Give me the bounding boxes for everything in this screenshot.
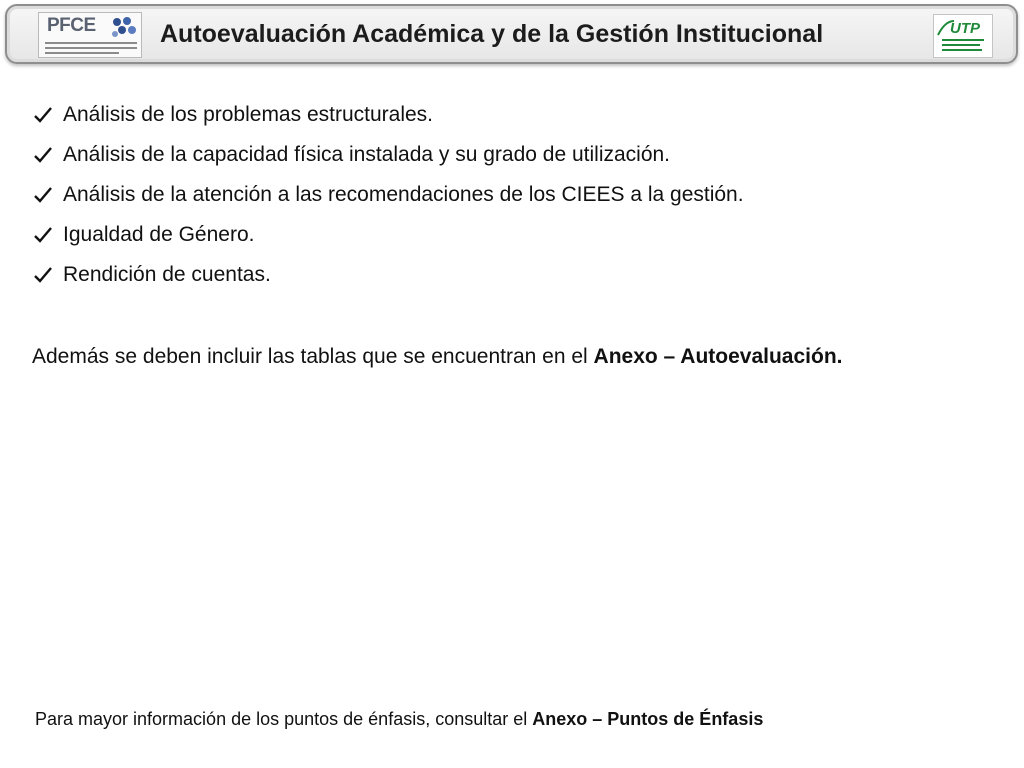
list-item-text: Análisis de los problemas estructurales.	[63, 103, 434, 126]
body-paragraph	[32, 341, 994, 373]
utp-logo-icon	[934, 15, 992, 57]
utp-logo	[933, 14, 993, 58]
utp-logo-text: UTP	[950, 20, 980, 37]
footer-note	[35, 709, 995, 730]
list-item-text: Rendición de cuentas.	[63, 263, 271, 286]
checkmark-icon	[32, 144, 54, 166]
paragraph-bold-reference: Anexo – Autoevaluación.	[593, 345, 843, 368]
bullet-list	[32, 95, 1012, 295]
pfce-logo	[38, 12, 142, 58]
footer-text: Para mayor información de los puntos de énfasis, consultar el	[35, 709, 528, 729]
paragraph-text: Además se deben incluir las tablas que se encuentran en el	[32, 345, 588, 368]
page-title: Autoevaluación Académica y de la Gestión Institucional	[160, 20, 824, 48]
pfce-logo-subtext	[45, 42, 137, 57]
checkmark-icon	[32, 264, 54, 286]
list-item-text: Igualdad de Género.	[63, 223, 255, 246]
footer-bold-reference: Anexo – Puntos de Énfasis	[532, 709, 764, 729]
checkmark-icon	[32, 184, 54, 206]
list-item	[32, 255, 1012, 295]
list-item	[32, 135, 1012, 175]
list-item	[32, 95, 1012, 135]
list-item-text: Análisis de la capacidad física instalada y su grado de utilización.	[63, 143, 671, 166]
pfce-logo-text: PFCE	[47, 15, 96, 36]
list-item-text: Análisis de la atención a las recomendaciones de los CIEES a la gestión.	[63, 183, 744, 206]
list-item	[32, 215, 1012, 255]
pfce-logo-icon	[111, 16, 139, 40]
checkmark-icon	[32, 104, 54, 126]
list-item	[32, 175, 1012, 215]
checkmark-icon	[32, 224, 54, 246]
